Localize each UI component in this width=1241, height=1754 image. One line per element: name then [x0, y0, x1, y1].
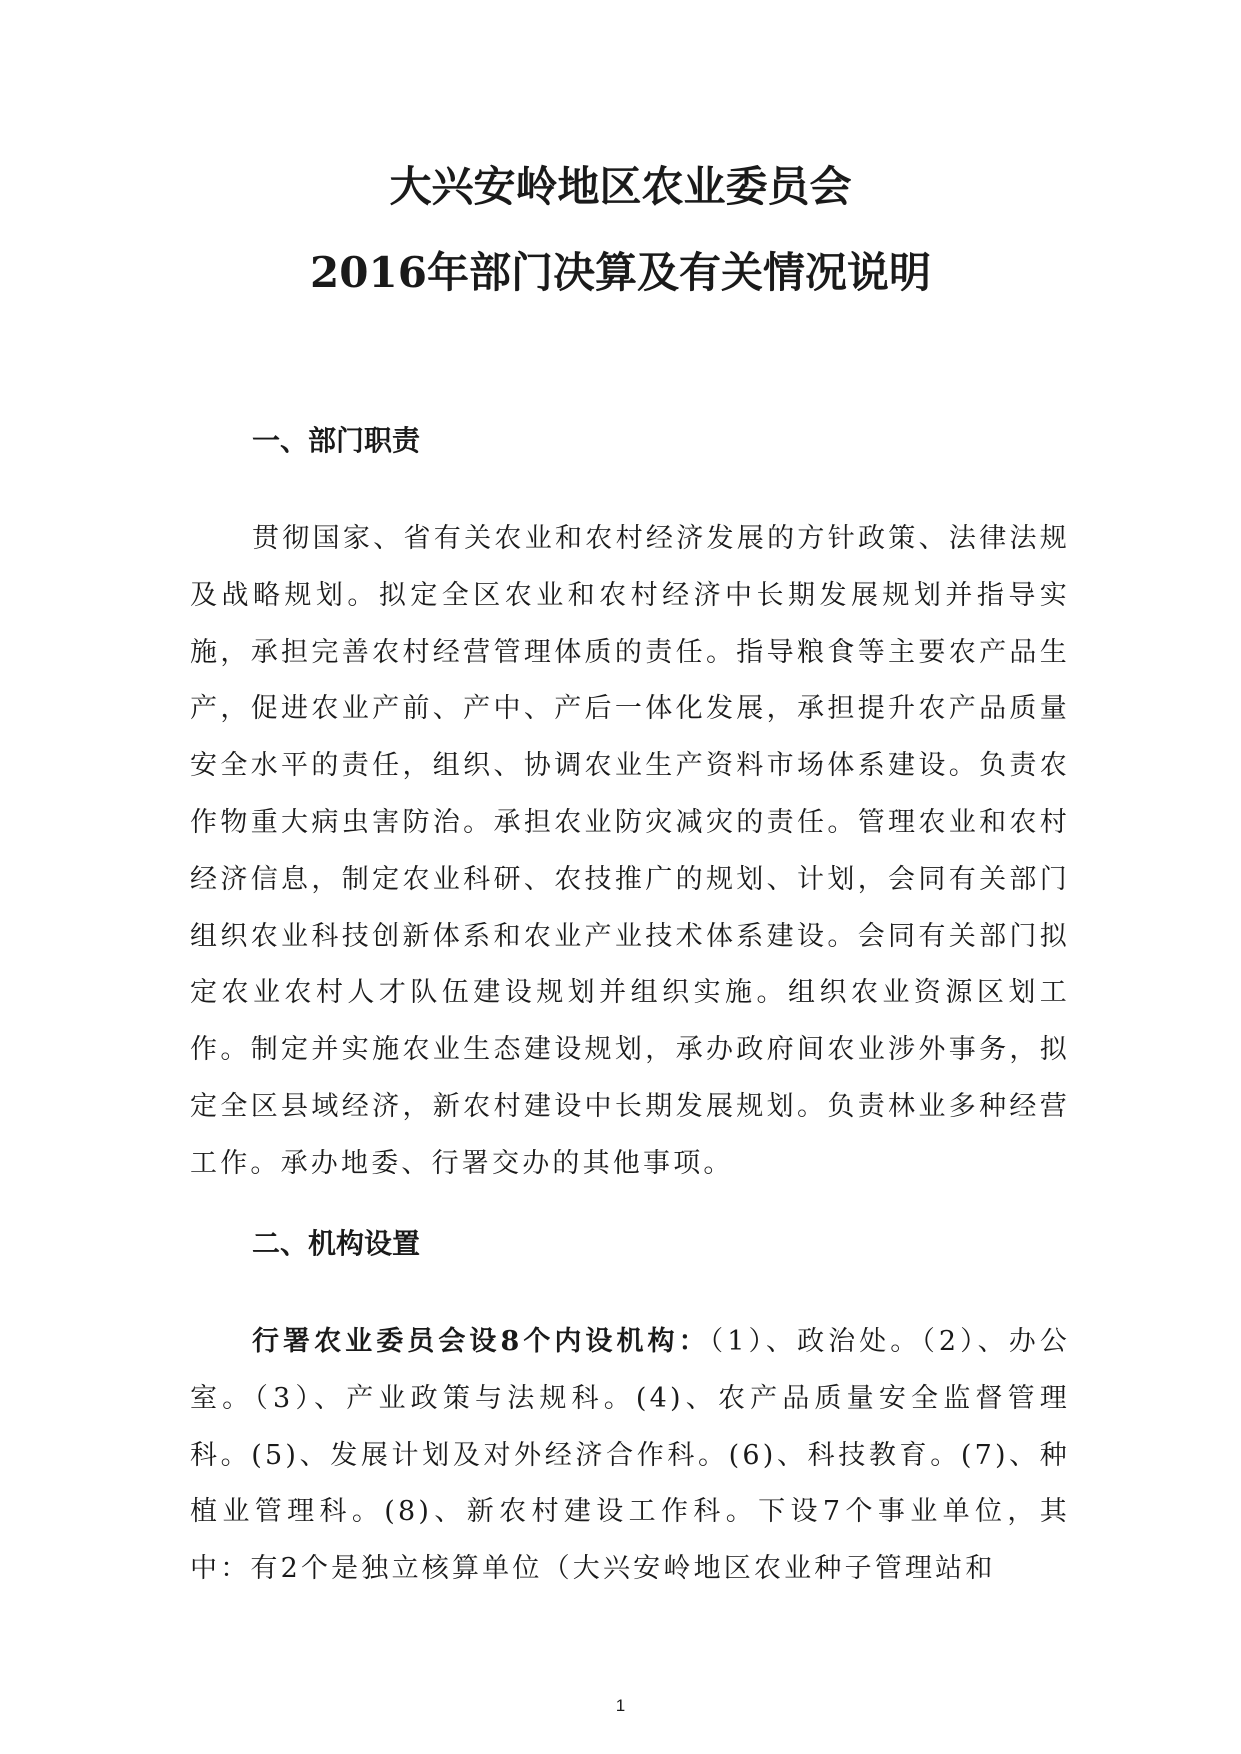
- document-title-line-1: 大兴安岭地区农业委员会: [389, 162, 852, 211]
- organization-lead-text: 行署农业委员会设8个内设机构：: [252, 1326, 710, 1357]
- organization-body-text: （1）、政治处。（2）、办公室。（3）、产业政策与法规科。(4)、农产品质量安全监督管理科。(5)、发展计划及对外经济合作科。(6)、科技教育。(7)、种植业管理科。(8)、新农村建设工作科。下设7个事业单位，其中：有2个是独立核算单位（大兴安岭地区农业种子管理站和: [190, 1326, 1070, 1585]
- document-title-line-2: 2016年部门决算及有关情况说明: [310, 248, 931, 297]
- section-body-department-duties: 贯彻国家、省有关农业和农村经济发展的方针政策、法律法规及战略规划。拟定全区农业和农村经济中长期发展规划并指导实施，承担完善农村经营管理体质的责任。指导粮食等主要农产品生产，促进农业产前、产中、产后一体化发展，承担提升农产品质量安全水平的责任，组织、协调农业生产资料市场体系建设。负责农作物重大病虫害防治。承担农业防灾减灾的责任。管理农业和农村经济信息，制定农业科研、农技推广的规划、计划，会同有关部门组织农业科技创新体系和农业产业技术体系建设。会同有关部门拟定农业农村人才队伍建设规划并组织实施。组织农业资源区划工作。制定并实施农业生态建设规划，承办政府间农业涉外事务，拟定全区县域经济，新农村建设中长期发展规划。负责林业多种经营工作。承办地委、行署交办的其他事项。: [190, 523, 1070, 1179]
- section-heading-department-duties: 一、部门职责: [252, 424, 421, 457]
- page-number: 1: [615, 1696, 626, 1715]
- section-body-organization: [190, 1314, 1070, 1598]
- section-heading-organization: 二、机构设置: [252, 1227, 421, 1260]
